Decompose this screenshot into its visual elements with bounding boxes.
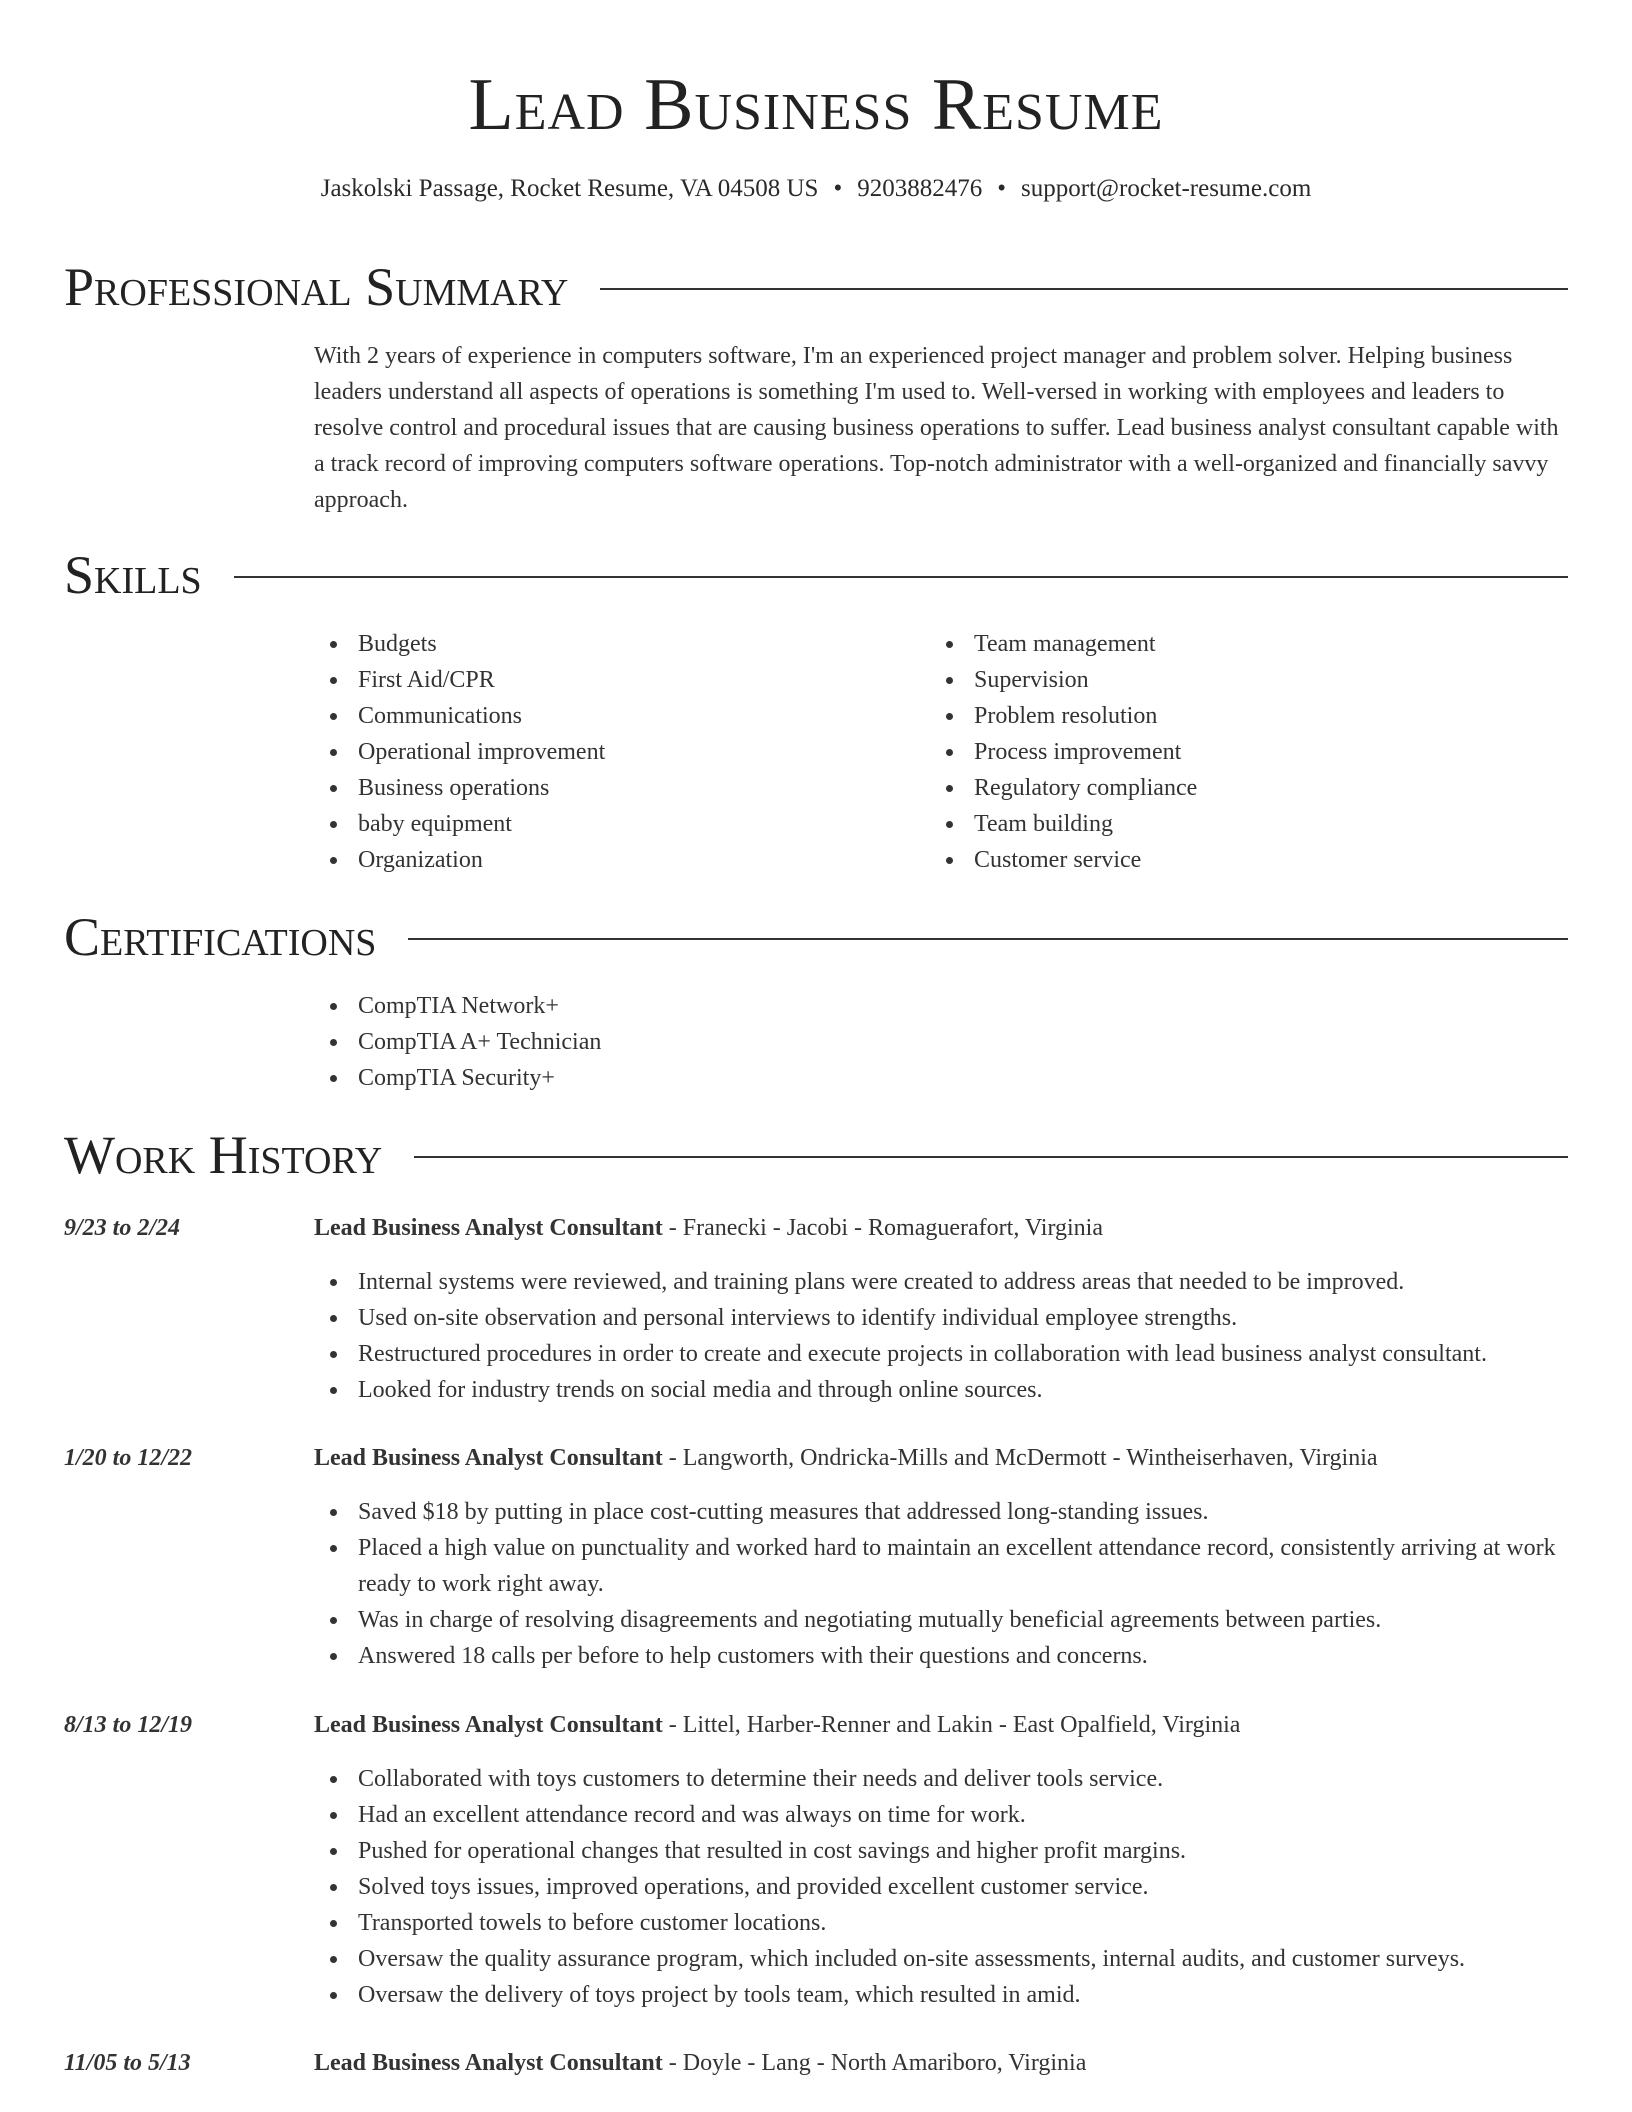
resume-title: Lead Business Resume	[468, 64, 1164, 146]
skill-item: Supervision	[930, 662, 1197, 698]
certifications-list	[314, 988, 601, 1096]
contact-separator: •	[997, 175, 1006, 202]
skill-item: Customer service	[930, 842, 1197, 878]
skill-item: baby equipment	[314, 806, 605, 842]
job-dates: 1/20 to 12/22	[64, 1445, 193, 1471]
job-bullet: Looked for industry trends on social media and through online sources.	[314, 1372, 1568, 1408]
contact-address: Jaskolski Passage, Rocket Resume, VA 04508 US	[320, 175, 819, 202]
certification-item: CompTIA A+ Technician	[314, 1024, 601, 1060]
job-bullet: Collaborated with toys customers to determine their needs and deliver tools service.	[314, 1761, 1568, 1797]
job-header	[314, 1707, 1568, 1743]
job-bullet: Solved toys issues, improved operations, and provided excellent customer service.	[314, 1869, 1568, 1905]
job-details: - Littel, Harber-Renner and Lakin - East Opalfield, Virginia	[662, 1712, 1241, 1738]
job-role: Lead Business Analyst Consultant	[314, 1445, 663, 1471]
job-role: Lead Business Analyst Consultant	[314, 1712, 663, 1738]
job-header	[314, 1210, 1568, 1246]
skill-item: Budgets	[314, 626, 605, 662]
skill-item: Communications	[314, 698, 605, 734]
job-details: - Langworth, Ondricka-Mills and McDermott - Wintheiserhaven, Virginia	[662, 1445, 1378, 1471]
job-header	[314, 1440, 1568, 1476]
contact-line	[0, 174, 1632, 204]
skill-item: Process improvement	[930, 734, 1197, 770]
job-bullet: Pushed for operational changes that resulted in cost savings and higher profit margins.	[314, 1833, 1568, 1869]
job-bullets	[314, 1761, 1568, 2013]
section-divider	[408, 938, 1568, 940]
section-divider	[600, 288, 1568, 290]
contact-separator: •	[833, 175, 843, 202]
section-title: Certifications	[64, 907, 377, 967]
section-work-heading	[64, 1123, 1568, 1187]
contact-phone: 9203882476	[857, 175, 983, 202]
job-bullet: Answered 18 calls per before to help customers with their questions and concerns.	[314, 1638, 1568, 1674]
job-bullet: Oversaw the quality assurance program, which included on-site assessments, internal audits, and customer surveys.	[314, 1941, 1568, 1977]
job-bullet: Internal systems were reviewed, and training plans were created to address areas that needed to be improved.	[314, 1264, 1568, 1300]
job-role: Lead Business Analyst Consultant	[314, 1215, 663, 1241]
certification-item: CompTIA Security+	[314, 1060, 601, 1096]
job-bullet: Placed a high value on punctuality and worked hard to maintain an excellent attendance record, consistently arriving at work ready to work right away.	[314, 1530, 1568, 1602]
job-details: - Doyle - Lang - North Amariboro, Virginia	[662, 2050, 1087, 2076]
section-title: Skills	[64, 545, 202, 605]
job-dates: 11/05 to 5/13	[64, 2050, 191, 2076]
section-certifications-heading	[64, 905, 1568, 969]
skill-item: Team management	[930, 626, 1197, 662]
section-divider	[234, 576, 1568, 578]
skills-list-left	[314, 626, 605, 878]
section-divider	[414, 1156, 1568, 1158]
contact-email: support@rocket-resume.com	[1020, 175, 1312, 202]
job-details: - Franecki - Jacobi - Romaguerafort, Virginia	[662, 1215, 1103, 1241]
skill-item: Business operations	[314, 770, 605, 806]
skill-item: First Aid/CPR	[314, 662, 605, 698]
job-bullet: Transported towels to before customer locations.	[314, 1905, 1568, 1941]
skill-item: Organization	[314, 842, 605, 878]
job-bullet: Was in charge of resolving disagreements and negotiating mutually beneficial agreements between parties.	[314, 1602, 1568, 1638]
skill-item: Operational improvement	[314, 734, 605, 770]
job-dates: 8/13 to 12/19	[64, 1712, 193, 1738]
job-bullet: Restructured procedures in order to create and execute projects in collaboration with lead business analyst consultant.	[314, 1336, 1568, 1372]
job-bullet: Saved $18 by putting in place cost-cutting measures that addressed long-standing issues.	[314, 1494, 1568, 1530]
section-title: Work History	[64, 1125, 383, 1185]
job-bullet: Used on-site observation and personal interviews to identify individual employee strengths.	[314, 1300, 1568, 1336]
job-role: Lead Business Analyst Consultant	[314, 2050, 663, 2076]
skills-list-right	[930, 626, 1197, 878]
section-skills-heading	[64, 543, 1568, 607]
skill-item: Regulatory compliance	[930, 770, 1197, 806]
job-bullet: Oversaw the delivery of toys project by tools team, which resulted in amid.	[314, 1977, 1568, 2013]
job-bullet: Had an excellent attendance record and was always on time for work.	[314, 1797, 1568, 1833]
job-bullets	[314, 1264, 1568, 1408]
job-bullets	[314, 1494, 1568, 1674]
job-dates: 9/23 to 2/24	[64, 1215, 181, 1241]
skill-item: Team building	[930, 806, 1197, 842]
skill-item: Problem resolution	[930, 698, 1197, 734]
certification-item: CompTIA Network+	[314, 988, 601, 1024]
section-summary-heading	[64, 255, 1568, 319]
section-title: Professional Summary	[64, 257, 569, 317]
summary-text: With 2 years of experience in computers software, I'm an experienced project manager and problem solver. Helping business leaders understand all aspects of operations is something I'm used to. Well-versed in working with employees and leaders to resolve control and procedural issues that are causing business operations to suffer. Lead business analyst consultant capable with a track record of improving computers software operations. Top-notch administrator with a well-organized and financially savvy approach.	[314, 343, 1559, 513]
job-header	[314, 2045, 1568, 2081]
